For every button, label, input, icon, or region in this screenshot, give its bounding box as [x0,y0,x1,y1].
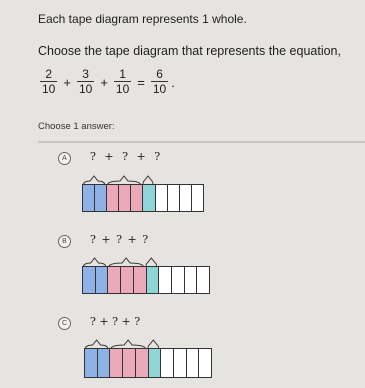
fraction-term-1 [40,68,57,96]
tape-cell [147,267,160,293]
denominator: 10 [152,82,167,96]
denominator: 10 [78,82,93,96]
choose-answer-label: Choose 1 answer: [38,121,115,132]
tape-cell [197,267,209,293]
intro-text: Each tape diagram represents 1 whole. [38,12,247,26]
tape-cell [161,349,174,377]
tape-cell [95,185,107,211]
tape-cell [159,267,172,293]
radio-button-c[interactable]: C [58,317,71,330]
tape-cell [168,185,180,211]
tape-cell [185,267,198,293]
plus-sign: + [63,74,71,90]
tape-cell [149,349,162,377]
tape-cell [134,267,147,293]
equation-period: . [171,74,175,90]
radio-button-b[interactable]: B [58,235,71,248]
tape-cell [192,185,203,211]
tape-cell [108,267,121,293]
tape-cell [119,185,131,211]
answer-choice-c[interactable] [58,315,218,383]
choice-expression: ? + ? + ? [90,315,141,328]
tape-cell [123,349,136,377]
tape-cell [107,185,119,211]
choice-expression: ? + ? + ? [90,150,161,163]
fraction-term-3 [114,68,131,96]
tape-cell [83,185,95,211]
tape-diagram [82,184,204,212]
tape-cell [172,267,185,293]
choice-expression: ? + ? + ? [90,233,149,246]
question-text: Choose the tape diagram that represents the equation, [38,44,341,58]
tape-cell [98,349,111,377]
numerator: 6 [156,67,163,81]
numerator: 2 [45,67,53,81]
answer-choice-a[interactable] [58,150,218,215]
answer-choice-b[interactable] [58,233,218,298]
tape-cell [83,267,96,293]
tape-cell [121,267,134,293]
numerator: 1 [119,67,126,81]
tape-cell [136,349,149,377]
radio-button-a[interactable]: A [58,152,71,165]
tape-diagram [84,348,212,378]
fraction-term-2 [77,68,94,96]
tape-cell [96,267,109,293]
tape-cell [143,185,155,211]
plus-sign: + [100,74,108,90]
tape-cell [156,185,168,211]
equals-sign: = [137,74,145,90]
tape-cell [131,185,143,211]
denominator: 10 [42,82,56,96]
tape-cell [187,349,200,377]
divider [38,141,365,143]
tape-cell [199,349,211,377]
tape-cell [110,349,123,377]
equation [38,62,175,102]
tape-cell [174,349,187,377]
fraction-result [151,68,168,96]
numerator: 3 [82,67,89,81]
tape-diagram [82,266,210,294]
denominator: 10 [115,82,130,96]
tape-cell [85,349,98,377]
tape-cell [180,185,192,211]
